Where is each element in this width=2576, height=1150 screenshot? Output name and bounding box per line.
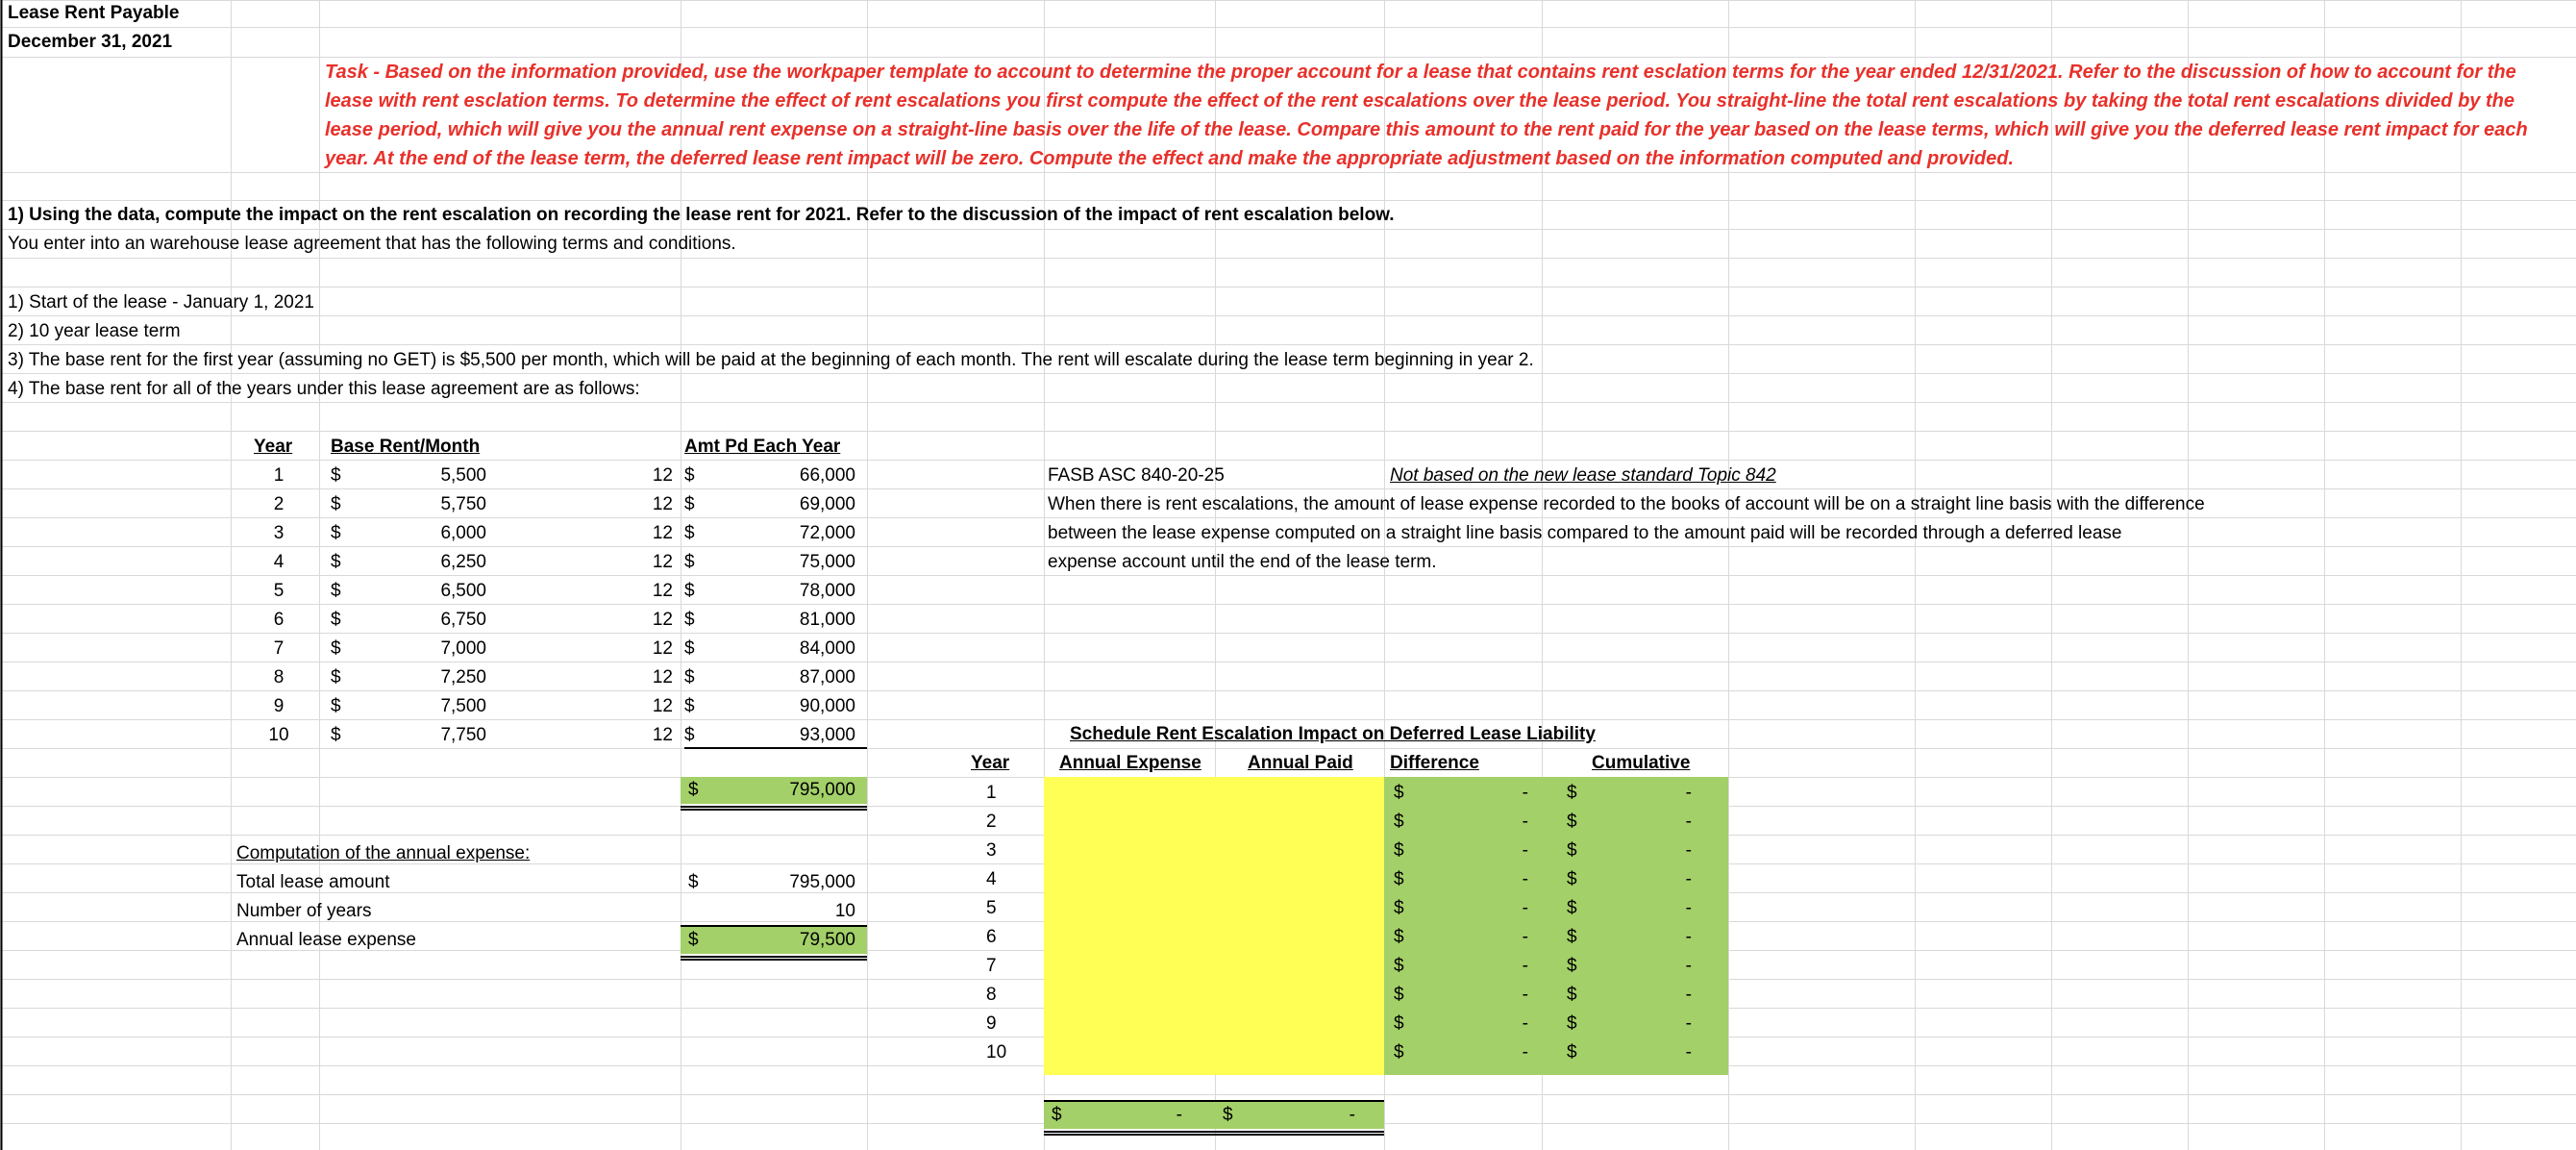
schedule-row-cum-currency: $: [1567, 869, 1577, 889]
rent-row-base-currency: $: [331, 667, 341, 688]
task-instructions[interactable]: Task - Based on the information provided, use the workpaper template to account to determine the proper account for a lease that contains rent esclation terms for the year ended 12/31/2021. Refer to the discussion of how to account for the lease with rent esclation terms. To determine the effect of rent escalations you first compute the effect of the rent escalations over the lease period. You straight-line the total rent escalations by taking the total rent escalations divided by the lease period, which will give you the annual rent expense on a straight-line basis over the life of the lease. Compare this amount to the rent paid for the year based on the lease terms, which will give you the deferred lease rent impact for each year. At the end of the lease term, the deferred lease rent impact will be zero. Compute the effect and make the appropriate adjustment based on the information computed and provided.: [325, 62, 2528, 169]
rent-row-amt-currency: $: [684, 696, 695, 716]
schedule-row-cum[interactable]: -: [1685, 898, 1692, 918]
sheet-title[interactable]: Lease Rent Payable: [8, 3, 180, 23]
annual-double-underline: [681, 956, 867, 961]
number-years-value[interactable]: 10: [834, 901, 855, 921]
rent-row-base[interactable]: 7,250: [440, 667, 486, 688]
schedule-header-expense[interactable]: Annual Expense: [1059, 753, 1201, 773]
schedule-row-diff[interactable]: -: [1522, 927, 1528, 947]
rent-row-base[interactable]: 6,250: [440, 552, 486, 572]
rent-row-year[interactable]: 4: [273, 552, 285, 572]
schedule-title[interactable]: Schedule Rent Escalation Impact on Deferred Lease Liability: [1070, 724, 1596, 744]
term-1[interactable]: 1) Start of the lease - January 1, 2021: [8, 292, 314, 312]
schedule-row-diff-currency: $: [1394, 1013, 1404, 1034]
schedule-row-diff[interactable]: -: [1522, 956, 1528, 976]
total-lease-value[interactable]: 795,000: [789, 872, 855, 892]
fasb-reference[interactable]: FASB ASC 840-20-25: [1048, 465, 1225, 486]
term-2[interactable]: 2) 10 year lease term: [8, 321, 181, 341]
schedule-row-diff-currency: $: [1394, 927, 1404, 947]
rent-row-amt[interactable]: 75,000: [799, 552, 855, 572]
schedule-row-cum-currency: $: [1567, 956, 1577, 976]
computation-heading[interactable]: Computation of the annual expense:: [236, 843, 531, 863]
schedule-row-cum[interactable]: -: [1685, 812, 1692, 832]
schedule-row-cum[interactable]: -: [1685, 1042, 1692, 1062]
rent-header-amt[interactable]: Amt Pd Each Year: [684, 437, 841, 457]
rent-row-base-currency: $: [331, 552, 341, 572]
rent-row-base[interactable]: 6,000: [440, 523, 486, 543]
schedule-row-cum[interactable]: -: [1685, 869, 1692, 889]
rent-row-year[interactable]: 5: [273, 581, 285, 601]
rent-row-base-currency: $: [331, 581, 341, 601]
total-amount[interactable]: 795,000: [789, 780, 855, 800]
rent-row-months[interactable]: 12: [652, 523, 673, 543]
schedule-total-double-underline: [1044, 1131, 1384, 1136]
schedule-row-year[interactable]: 6: [986, 927, 997, 947]
schedule-input-area[interactable]: [1044, 777, 1384, 1075]
fasb-line-2[interactable]: between the lease expense computed on a straight line basis compared to the amount paid will be recorded through a deferred lease: [1048, 523, 2122, 543]
rent-row-amt-currency: $: [684, 494, 695, 514]
schedule-row-cum-currency: $: [1567, 812, 1577, 832]
schedule-row-year[interactable]: 8: [986, 985, 997, 1005]
rent-row-base-currency: $: [331, 725, 341, 745]
lease-intro[interactable]: You enter into an warehouse lease agreement that has the following terms and conditions.: [8, 234, 736, 254]
schedule-row-cum-currency: $: [1567, 1042, 1577, 1062]
rent-row-year[interactable]: 2: [273, 494, 285, 514]
term-3[interactable]: 3) The base rent for the first year (assuming no GET) is $5,500 per month, which will be paid at the beginning of each month. The rent will escalate during the lease term beginning in year 2.: [8, 350, 1534, 370]
schedule-row-diff[interactable]: -: [1522, 985, 1528, 1005]
rent-row-base-currency: $: [331, 465, 341, 486]
rent-row-amt-currency: $: [684, 523, 695, 543]
schedule-row-year[interactable]: 7: [986, 956, 997, 976]
schedule-row-diff-currency: $: [1394, 783, 1404, 803]
rent-row-year[interactable]: 7: [273, 638, 285, 659]
rent-row-amt[interactable]: 93,000: [799, 725, 855, 745]
rent-row-amt[interactable]: 78,000: [799, 581, 855, 601]
total-expense-value[interactable]: -: [1176, 1105, 1182, 1125]
annual-expense-currency: $: [688, 930, 699, 950]
term-4[interactable]: 4) The base rent for all of the years under this lease agreement are as follows:: [8, 379, 640, 399]
rent-row-base[interactable]: 7,000: [440, 638, 486, 659]
rent-row-year[interactable]: 6: [273, 610, 285, 630]
schedule-row-diff-currency: $: [1394, 1042, 1404, 1062]
schedule-row-cum-currency: $: [1567, 985, 1577, 1005]
rent-row-base[interactable]: 6,750: [440, 610, 486, 630]
schedule-row-year[interactable]: 10: [986, 1042, 1007, 1062]
fasb-note[interactable]: Not based on the new lease standard Topic 842: [1390, 465, 1776, 486]
rent-row-base-currency: $: [331, 523, 341, 543]
schedule-header-paid[interactable]: Annual Paid: [1248, 753, 1353, 773]
rent-row-amt[interactable]: 66,000: [799, 465, 855, 486]
schedule-row-cum-currency: $: [1567, 1013, 1577, 1034]
total-expense-currency: $: [1052, 1105, 1062, 1125]
schedule-row-year[interactable]: 3: [986, 840, 997, 861]
rent-row-amt[interactable]: 72,000: [799, 523, 855, 543]
annual-expense-label[interactable]: Annual lease expense: [236, 930, 416, 950]
schedule-row-diff[interactable]: -: [1522, 1013, 1528, 1034]
schedule-row-year[interactable]: 1: [986, 783, 997, 803]
total-paid-currency: $: [1223, 1105, 1233, 1125]
rent-row-base[interactable]: 5,750: [440, 494, 486, 514]
rent-row-amt-currency: $: [684, 581, 695, 601]
rent-row-year[interactable]: 9: [273, 696, 285, 716]
schedule-row-cum[interactable]: -: [1685, 927, 1692, 947]
rent-row-amt-currency: $: [684, 465, 695, 486]
rent-row-months[interactable]: 12: [652, 725, 673, 745]
rent-row-amt[interactable]: 69,000: [799, 494, 855, 514]
rent-row-year[interactable]: 3: [273, 523, 285, 543]
rent-header-year[interactable]: Year: [254, 437, 293, 457]
schedule-row-diff[interactable]: -: [1522, 1042, 1528, 1062]
total-double-underline: [681, 806, 867, 811]
schedule-row-diff-currency: $: [1394, 956, 1404, 976]
schedule-row-year[interactable]: 2: [986, 812, 997, 832]
question-1[interactable]: 1) Using the data, compute the impact on the rent escalation on recording the lease rent for 2021. Refer to the discussion of the impact of rent escalation below.: [8, 205, 1395, 225]
schedule-header-year[interactable]: Year: [971, 753, 1010, 773]
rent-row-months[interactable]: 12: [652, 465, 673, 486]
rent-row-months[interactable]: 12: [652, 552, 673, 572]
fasb-line-3[interactable]: expense account until the end of the lease term.: [1048, 552, 1437, 572]
schedule-header-cum[interactable]: Cumulative: [1592, 753, 1691, 773]
rent-row-months[interactable]: 12: [652, 667, 673, 688]
rent-row-base-currency: $: [331, 494, 341, 514]
schedule-row-cum-currency: $: [1567, 898, 1577, 918]
schedule-row-diff-currency: $: [1394, 985, 1404, 1005]
total-lease-label[interactable]: Total lease amount: [236, 872, 390, 892]
amt-underline: [684, 747, 867, 749]
rent-row-year[interactable]: 10: [268, 725, 289, 745]
sheet-date[interactable]: December 31, 2021: [8, 32, 173, 52]
rent-row-months[interactable]: 12: [652, 696, 673, 716]
total-currency: $: [688, 780, 699, 800]
rent-row-base-currency: $: [331, 696, 341, 716]
rent-header-base[interactable]: Base Rent/Month: [331, 437, 481, 457]
rent-row-amt-currency: $: [684, 552, 695, 572]
rent-row-base-currency: $: [331, 638, 341, 659]
rent-row-year[interactable]: 1: [273, 465, 285, 486]
rent-row-months[interactable]: 12: [652, 581, 673, 601]
rent-row-amt-currency: $: [684, 725, 695, 745]
schedule-row-cum-currency: $: [1567, 840, 1577, 861]
number-years-label[interactable]: Number of years: [236, 901, 372, 921]
rent-row-base-currency: $: [331, 610, 341, 630]
schedule-row-diff[interactable]: -: [1522, 869, 1528, 889]
rent-row-base[interactable]: 7,750: [440, 725, 486, 745]
rent-row-months[interactable]: 12: [652, 494, 673, 514]
schedule-row-year[interactable]: 9: [986, 1013, 997, 1034]
schedule-row-diff-currency: $: [1394, 898, 1404, 918]
rent-row-year[interactable]: 8: [273, 667, 285, 688]
rent-row-base[interactable]: 7,500: [440, 696, 486, 716]
schedule-row-cum[interactable]: -: [1685, 956, 1692, 976]
fasb-line-1[interactable]: When there is rent escalations, the amount of lease expense recorded to the books of account will be on a straight line basis with the difference: [1048, 494, 2205, 514]
schedule-row-cum[interactable]: -: [1685, 840, 1692, 861]
schedule-row-year[interactable]: 5: [986, 898, 997, 918]
rent-row-months[interactable]: 12: [652, 610, 673, 630]
total-lease-currency: $: [688, 872, 699, 892]
rent-row-amt[interactable]: 90,000: [799, 696, 855, 716]
schedule-row-diff-currency: $: [1394, 812, 1404, 832]
schedule-row-diff-currency: $: [1394, 869, 1404, 889]
rent-row-amt-currency: $: [684, 667, 695, 688]
rent-row-base[interactable]: 6,500: [440, 581, 486, 601]
schedule-row-cum-currency: $: [1567, 927, 1577, 947]
schedule-row-diff-currency: $: [1394, 840, 1404, 861]
schedule-row-cum-currency: $: [1567, 783, 1577, 803]
annual-expense-value[interactable]: 79,500: [799, 930, 855, 950]
schedule-row-diff[interactable]: -: [1522, 783, 1528, 803]
schedule-row-diff[interactable]: -: [1522, 812, 1528, 832]
rent-row-amt-currency: $: [684, 610, 695, 630]
schedule-row-diff[interactable]: -: [1522, 840, 1528, 861]
rent-row-amt[interactable]: 84,000: [799, 638, 855, 659]
rent-row-amt-currency: $: [684, 638, 695, 659]
total-paid-value[interactable]: -: [1349, 1105, 1355, 1125]
rent-row-amt[interactable]: 87,000: [799, 667, 855, 688]
rent-row-base[interactable]: 5,500: [440, 465, 486, 486]
schedule-header-diff[interactable]: Difference: [1390, 753, 1479, 773]
rent-row-months[interactable]: 12: [652, 638, 673, 659]
rent-row-amt[interactable]: 81,000: [799, 610, 855, 630]
schedule-row-cum[interactable]: -: [1685, 985, 1692, 1005]
schedule-row-year[interactable]: 4: [986, 869, 997, 889]
schedule-row-cum[interactable]: -: [1685, 783, 1692, 803]
schedule-row-cum[interactable]: -: [1685, 1013, 1692, 1034]
schedule-row-diff[interactable]: -: [1522, 898, 1528, 918]
